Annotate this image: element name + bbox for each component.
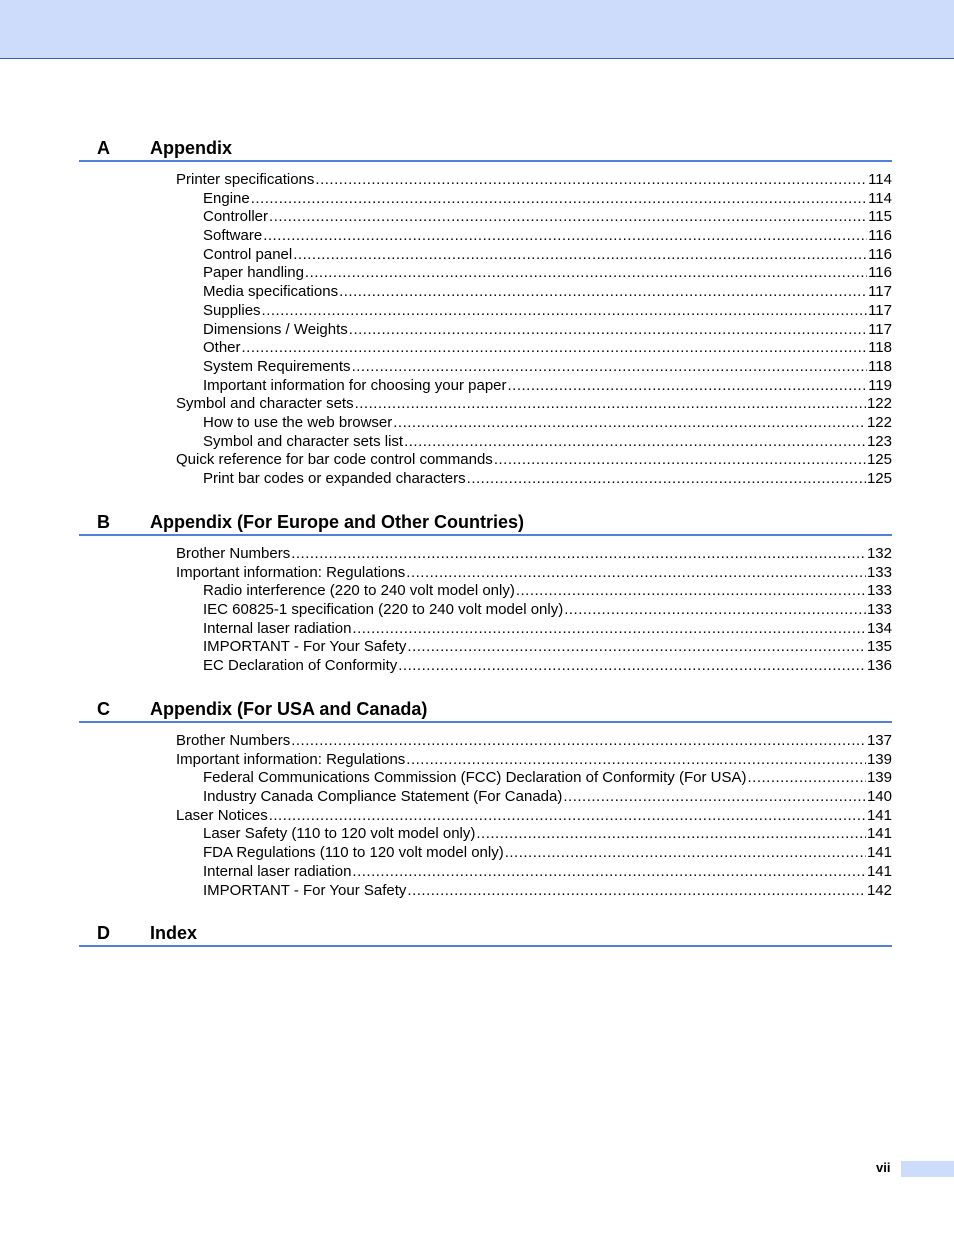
dot-leader [291, 732, 866, 751]
toc-entry[interactable] [79, 377, 892, 396]
chapter-entries [79, 545, 892, 676]
toc-entry-page: 117 [868, 283, 892, 301]
toc-entry-page: 125 [866, 451, 892, 469]
toc-entry[interactable] [79, 788, 892, 807]
toc-entry-label: IMPORTANT - For Your Safety [203, 638, 407, 656]
toc-entry[interactable] [79, 302, 892, 321]
dot-leader [349, 321, 867, 340]
chapter-heading [79, 510, 892, 536]
toc-entry[interactable] [79, 190, 892, 209]
dot-leader [269, 208, 867, 227]
toc-entry-label: How to use the web browser [203, 413, 393, 431]
toc-entry-page: 141 [866, 844, 892, 862]
toc-entry-label: Other [203, 339, 241, 357]
toc-entry-page: 118 [868, 339, 892, 357]
chapter-b [79, 510, 892, 676]
chapter-letter: C [97, 699, 110, 719]
dot-leader [406, 751, 866, 770]
toc-entry[interactable] [79, 451, 892, 470]
toc-entry-page: 132 [866, 545, 892, 562]
toc-entry[interactable] [79, 545, 892, 564]
toc-entry-page: 134 [866, 619, 892, 637]
dot-leader [564, 601, 866, 620]
toc-entry[interactable] [79, 825, 892, 844]
toc-entry-page: 116 [868, 227, 892, 245]
toc-entry-page: 133 [866, 582, 892, 600]
chapter-letter: A [97, 138, 110, 158]
toc-entry[interactable] [79, 246, 892, 265]
chapter-entries [79, 732, 892, 900]
toc-entry-page: 122 [866, 395, 892, 413]
dot-leader [508, 377, 868, 396]
chapter-title: Appendix [150, 138, 233, 158]
toc-entry-page: 117 [868, 301, 892, 319]
dot-leader [291, 545, 866, 564]
toc-entry[interactable] [79, 807, 892, 826]
toc-entry-label: Controller [203, 208, 269, 226]
toc-entry[interactable] [79, 582, 892, 601]
toc-entry-label: Quick reference for bar code control commands [176, 451, 493, 469]
toc-entry-page: 114 [868, 189, 892, 207]
toc-entry-label: Brother Numbers [176, 732, 291, 749]
toc-entry-label: Software [203, 227, 263, 245]
toc-entry[interactable] [79, 638, 892, 657]
toc-entry-label: Supplies [203, 301, 261, 319]
toc-entry[interactable] [79, 339, 892, 358]
toc-entry-page: 117 [868, 320, 892, 338]
toc-entry[interactable] [79, 751, 892, 770]
dot-leader [516, 582, 866, 601]
toc-entry-label: FDA Regulations (110 to 120 volt model only) [203, 844, 504, 862]
toc-entry[interactable] [79, 564, 892, 583]
toc-entry-page: 135 [866, 638, 892, 656]
toc-entry-label: EC Declaration of Conformity [203, 657, 398, 675]
toc-entry-page: 133 [866, 601, 892, 619]
toc-entry[interactable] [79, 882, 892, 901]
chapter-letter: B [97, 512, 110, 532]
dot-leader [242, 339, 868, 358]
toc-entry[interactable] [79, 414, 892, 433]
chapter-heading [79, 697, 892, 723]
dot-leader [262, 302, 868, 321]
toc-entry-label: System Requirements [203, 357, 351, 375]
dot-leader [352, 620, 866, 639]
toc-entry[interactable] [79, 433, 892, 452]
toc-entry-label: Important information: Regulations [176, 750, 406, 768]
toc-entry[interactable] [79, 283, 892, 302]
toc-entry[interactable] [79, 844, 892, 863]
toc-entry-label: Print bar codes or expanded characters [203, 470, 466, 487]
toc-entry-label: Important information: Regulations [176, 563, 406, 581]
toc-entry-label: Internal laser radiation [203, 619, 352, 637]
toc-entry-page: 118 [868, 357, 892, 375]
chapter-heading [79, 921, 892, 947]
toc-entry-page: 115 [868, 208, 892, 226]
toc-entry[interactable] [79, 321, 892, 340]
dot-leader [407, 882, 866, 901]
dot-leader [563, 788, 866, 807]
dot-leader [505, 844, 866, 863]
toc-entry-page: 116 [868, 264, 892, 282]
toc-entry-page: 119 [868, 376, 892, 394]
dot-leader [269, 807, 866, 826]
toc-entry-label: Symbol and character sets [176, 395, 354, 413]
toc-entry-label: Control panel [203, 245, 293, 263]
toc-entry[interactable] [79, 264, 892, 283]
dot-leader [398, 657, 866, 676]
toc-entry-page: 136 [866, 657, 892, 675]
chapter-a [79, 136, 892, 489]
toc-entry-page: 141 [866, 862, 892, 880]
dot-leader [305, 264, 867, 283]
toc-entry[interactable] [79, 208, 892, 227]
toc-entry[interactable] [79, 470, 892, 489]
toc-entry-page: 133 [866, 563, 892, 581]
toc-entry[interactable] [79, 227, 892, 246]
toc-entry-label: Internal laser radiation [203, 862, 352, 880]
chapter-title: Appendix (For USA and Canada) [150, 699, 428, 719]
dot-leader [476, 825, 866, 844]
dot-leader [494, 451, 866, 470]
toc-entry-label: Radio interference (220 to 240 volt model only) [203, 582, 515, 600]
toc-entry-label: Media specifications [203, 283, 339, 301]
toc-entry-page: 125 [866, 470, 892, 487]
toc-entry-label: IMPORTANT - For Your Safety [203, 881, 407, 899]
toc-entry[interactable] [79, 358, 892, 377]
toc-entry-label: IEC 60825-1 specification (220 to 240 volt model only) [203, 601, 564, 619]
dot-leader [467, 470, 866, 489]
toc-entry-page: 142 [866, 881, 892, 899]
chapter-entries [79, 171, 892, 489]
dot-leader [263, 227, 867, 246]
toc-entry-page: 116 [868, 245, 892, 263]
toc-entry-label: Engine [203, 189, 250, 207]
toc-entry-page: 123 [866, 432, 892, 450]
footer-tab [901, 1161, 954, 1177]
toc-entry-label: Symbol and character sets list [203, 432, 404, 450]
toc-entry-label: Laser Notices [176, 806, 268, 824]
toc-entry-page: 141 [866, 806, 892, 824]
toc-entry-page: 140 [866, 788, 892, 806]
dot-leader [404, 433, 866, 452]
toc-entry[interactable] [79, 601, 892, 620]
page-number: vii [876, 1160, 891, 1175]
toc-entry-label: Dimensions / Weights [203, 320, 348, 338]
dot-leader [293, 246, 867, 265]
toc-entry-page: 139 [866, 769, 892, 787]
toc-entry-label: Brother Numbers [176, 545, 291, 562]
dot-leader [407, 638, 866, 657]
toc-entry-page: 139 [866, 750, 892, 768]
dot-leader [393, 414, 866, 433]
toc-entry[interactable] [79, 395, 892, 414]
toc-entry[interactable] [79, 732, 892, 751]
chapter-d [79, 921, 892, 956]
chapter-title: Appendix (For Europe and Other Countries) [150, 512, 525, 532]
toc-entry-label: Printer specifications [176, 171, 315, 188]
dot-leader [747, 769, 865, 788]
toc-entry-label: Paper handling [203, 264, 304, 282]
toc-entry-page: 137 [866, 732, 892, 749]
dot-leader [406, 564, 866, 583]
toc-entry[interactable] [79, 620, 892, 639]
toc-entry-label: Important information for choosing your paper [203, 376, 507, 394]
chapter-title: Index [150, 923, 198, 943]
toc-entry[interactable] [79, 171, 892, 190]
toc-entry-page: 141 [866, 825, 892, 843]
dot-leader [339, 283, 867, 302]
toc-entry-page: 122 [866, 413, 892, 431]
dot-leader [352, 863, 866, 882]
chapter-letter: D [97, 923, 110, 943]
toc-entry-label: Industry Canada Compliance Statement (For Canada) [203, 788, 563, 806]
toc-entry-page: 114 [868, 171, 892, 188]
chapter-heading [79, 136, 892, 162]
toc-entry[interactable] [79, 769, 892, 788]
toc-entry-label: Federal Communications Commission (FCC) Declaration of Conformity (For USA) [203, 769, 747, 787]
header-band [0, 0, 954, 59]
dot-leader [355, 395, 866, 414]
toc-entry[interactable] [79, 657, 892, 676]
dot-leader [352, 358, 868, 377]
chapter-c [79, 697, 892, 900]
toc-entry-label: Laser Safety (110 to 120 volt model only) [203, 825, 476, 843]
dot-leader [251, 190, 867, 209]
dot-leader [315, 171, 867, 190]
toc-entry[interactable] [79, 863, 892, 882]
